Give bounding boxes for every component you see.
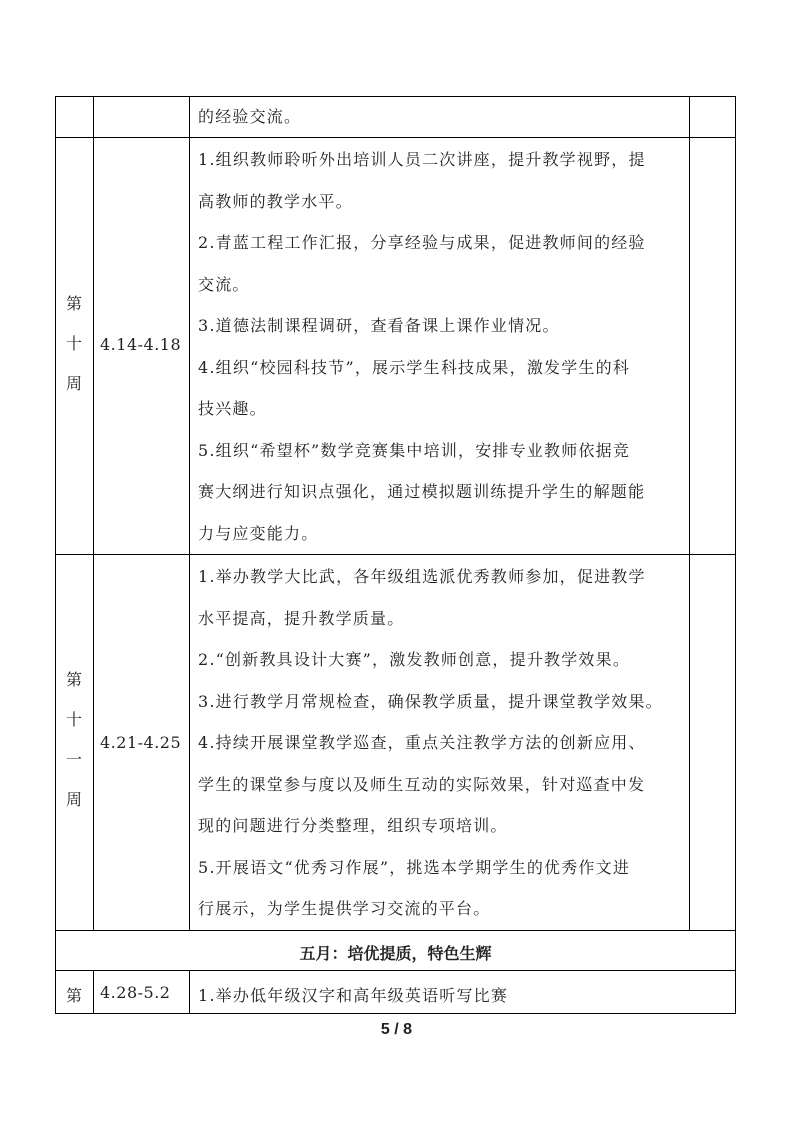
week-char: 第 — [65, 294, 82, 313]
content-line: 力与应变能力。 — [198, 523, 319, 543]
content-line: 4.组织“校园科技节”，展示学生科技成果，激发学生的科 — [198, 357, 631, 377]
week12-content: 1.举办低年级汉字和高年级英语听写比赛 — [198, 986, 509, 1005]
week-char: 十 — [65, 710, 82, 729]
content-line: 高教师的教学水平。 — [198, 191, 353, 211]
week-char: 第 — [65, 670, 82, 689]
content-line: 现的问题进行分类整理，组织专项培训。 — [198, 816, 508, 835]
column-divider — [689, 96, 690, 930]
content-line: 水平提高，提升教学质量。 — [198, 608, 405, 628]
page-number: 5 / 8 — [380, 1021, 413, 1038]
week10-date: 4.14-4.18 — [100, 335, 182, 354]
row-divider — [55, 970, 736, 971]
week11-content — [198, 556, 688, 930]
content-line: 技兴趣。 — [198, 399, 267, 418]
table-border-right — [735, 96, 736, 1014]
week11-label — [56, 660, 92, 820]
column-divider — [93, 970, 94, 1014]
content-line: 5.开展语文“优秀习作展”，挑选本学期学生的优秀作文进 — [198, 857, 631, 877]
week-char: 一 — [65, 750, 82, 769]
week11-date: 4.21-4.25 — [100, 733, 182, 752]
content-line: 5.组织“希望杯”数学竞赛集中培训，安排专业教师依据竞 — [198, 440, 631, 460]
content-line: 2.“创新教具设计大赛”，激发教师创意，提升教学效果。 — [198, 650, 631, 669]
row-divider — [55, 930, 736, 931]
section-heading: 五月：培优提质，特色生辉 — [299, 946, 492, 963]
table-border-left — [55, 96, 56, 1014]
week12-label: 第 — [66, 986, 84, 1005]
column-divider — [93, 96, 94, 930]
content-line: 2.青蓝工程工作汇报，分享经验与成果，促进教师间的经验 — [198, 233, 646, 252]
week-char: 周 — [65, 790, 82, 809]
column-divider — [189, 96, 190, 930]
schedule-table — [55, 96, 736, 1014]
content-line: 1.举办教学大比武，各年级组选派优秀教师参加，促进教学 — [198, 567, 646, 586]
content-line: 的经验交流。 — [198, 107, 302, 126]
content-line: 3.道德法制课程调研，查看备课上课作业情况。 — [198, 316, 560, 335]
content-line: 3.进行教学月常规检查，确保教学质量，提升课堂教学效果。 — [198, 691, 663, 711]
content-line: 赛大纲进行知识点强化，通过模拟题训练提升学生的解题能 — [198, 482, 646, 501]
row-divider — [55, 554, 736, 555]
content-line: 行展示，为学生提供学习交流的平台。 — [198, 899, 491, 918]
week-char: 周 — [65, 374, 82, 393]
content-line: 交流。 — [198, 274, 250, 294]
content-line: 4.持续开展课堂教学巡查，重点关注教学方法的创新应用、 — [198, 733, 646, 752]
week10-label — [56, 284, 92, 404]
top-row-content — [198, 96, 688, 138]
week-char: 十 — [65, 334, 82, 353]
content-line: 学生的课堂参与度以及师生互动的实际效果，针对巡查中发 — [198, 774, 646, 794]
week10-content — [198, 139, 688, 554]
table-border-bottom — [55, 1013, 736, 1014]
column-divider — [189, 970, 190, 1014]
week12-date: 4.28-5.2 — [100, 983, 171, 1002]
content-line: 1.组织教师聆听外出培训人员二次讲座，提升教学视野，提 — [198, 150, 646, 169]
